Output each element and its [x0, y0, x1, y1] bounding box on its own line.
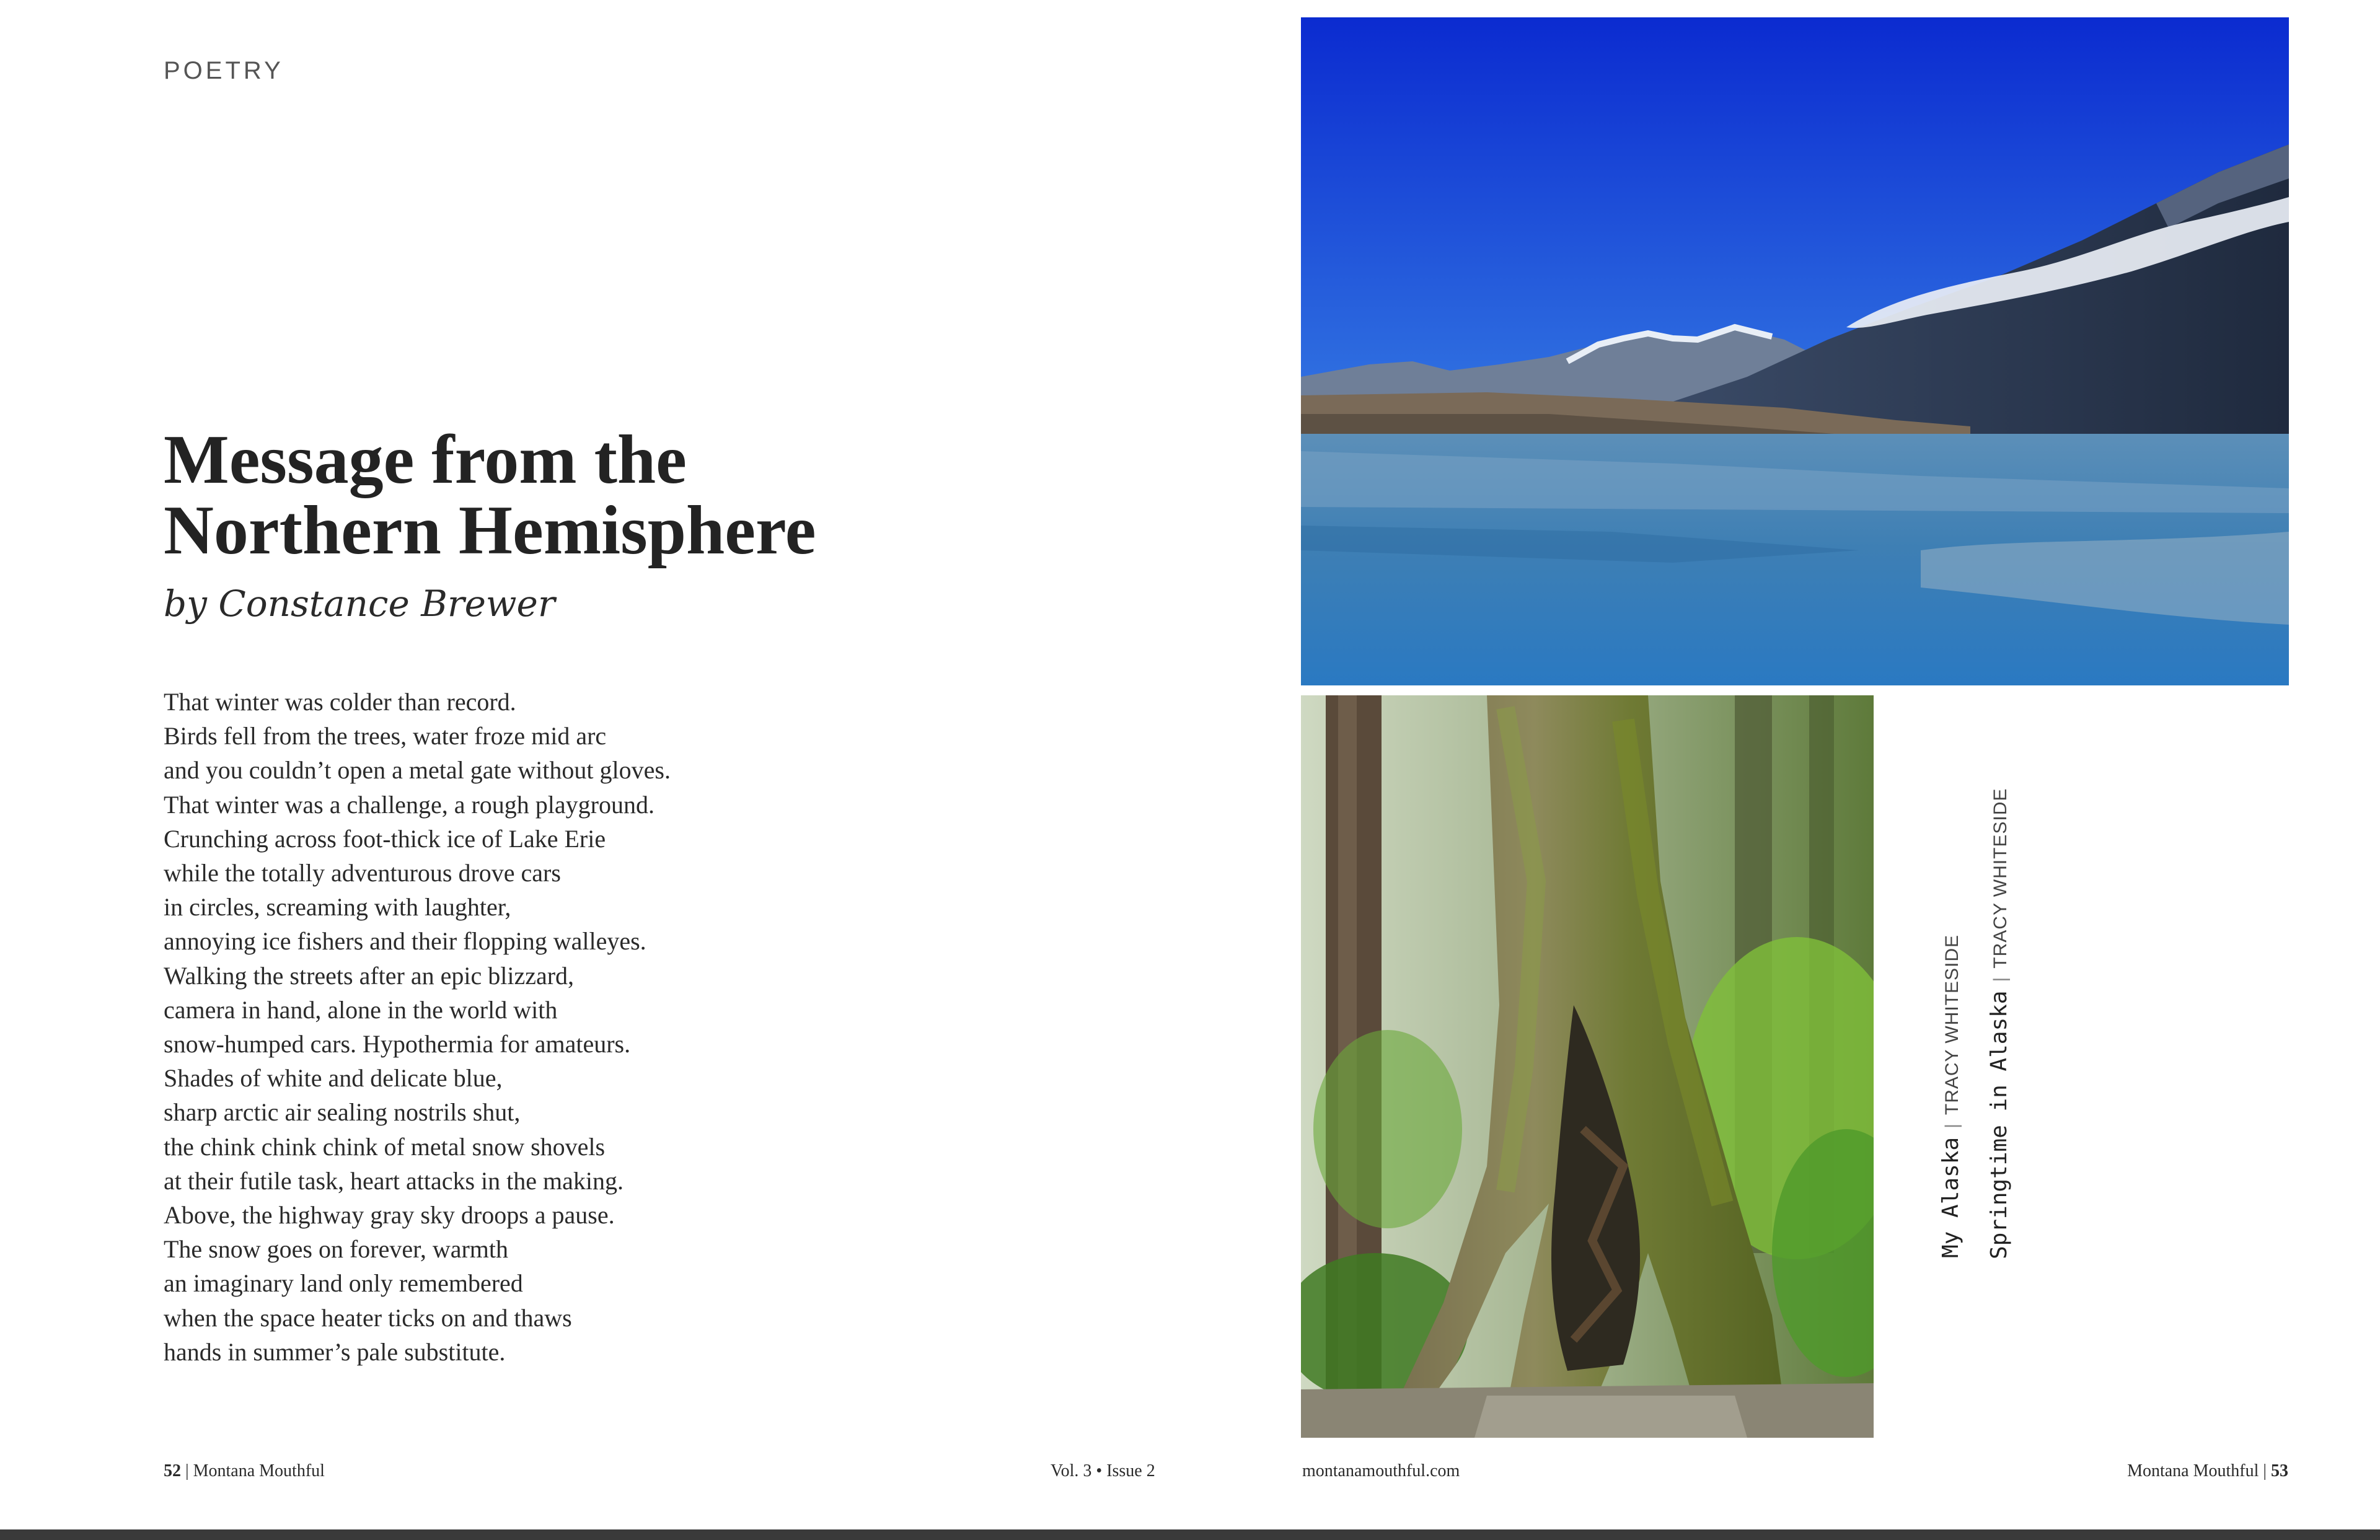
poem-line: sharp arctic air sealing nostrils shut,: [164, 1098, 521, 1127]
right-page-number: 53: [2271, 1461, 2288, 1481]
poem-title-line-2: Northern Hemisphere: [164, 492, 816, 569]
poem-line: The snow goes on forever, warmth: [164, 1235, 509, 1264]
poem-line: Shades of white and delicate blue,: [164, 1064, 503, 1093]
poem-line: hands in summer’s pale substitute.: [164, 1337, 506, 1366]
left-page-number: 52: [164, 1461, 181, 1481]
issue-label: Vol. 3 • Issue 2: [1051, 1461, 1155, 1481]
poem-body: [164, 685, 1093, 1369]
poem-line: Above, the highway gray sky droops a pause.: [164, 1201, 615, 1230]
poem-line: at their futile task, heart attacks in the making.: [164, 1166, 624, 1195]
poem-line: That winter was a challenge, a rough playground.: [164, 790, 654, 819]
poem-line: while the totally adventurous drove cars: [164, 859, 561, 887]
poem-title-line-1: Message from the: [164, 421, 687, 498]
poem-line: Crunching across foot-thick ice of Lake Erie: [164, 824, 606, 853]
poem-line: annoying ice fishers and their flopping walleyes.: [164, 927, 646, 956]
viewer-bottom-bar: [0, 1529, 2380, 1540]
credit-artist: TRACY WHITESIDE: [1942, 934, 1962, 1115]
credit-title: Springtime in Alaska: [1986, 990, 2012, 1259]
photo-credit-my-alaska: [1935, 762, 1967, 1258]
right-footer-separator: |: [2259, 1461, 2271, 1481]
mossy-tree-stump-forest-photo: [1301, 695, 1874, 1438]
credit-artist: TRACY WHITESIDE: [1990, 788, 2011, 969]
credit-separator: |: [1942, 1124, 1962, 1129]
poem-line: and you couldn’t open a metal gate without gloves.: [164, 756, 671, 785]
poem-line: snow-humped cars. Hypothermia for amateurs.: [164, 1030, 631, 1058]
poem-line: Walking the streets after an epic blizzard,: [164, 961, 575, 990]
right-footer-magazine: Montana Mouthful: [2127, 1461, 2259, 1481]
poem-line: when the space heater ticks on and thaws: [164, 1303, 572, 1332]
poem-line: camera in hand, alone in the world with: [164, 995, 558, 1024]
left-footer-separator: |: [181, 1461, 193, 1481]
poem-line: the chink chink chink of metal snow shovels: [164, 1132, 606, 1161]
poem-byline: by Constance Brewer: [164, 583, 555, 625]
left-footer-magazine: Montana Mouthful: [193, 1461, 325, 1481]
poem-line: That winter was colder than record.: [164, 688, 516, 716]
photo-credit-springtime-in-alaska: [1983, 762, 2016, 1258]
website-label: montanamouthful.com: [1302, 1461, 1460, 1481]
poem-line: Birds fell from the trees, water froze mid arc: [164, 722, 607, 750]
left-footer: [164, 1461, 325, 1481]
section-label: POETRY: [164, 57, 284, 84]
poem-title: [164, 421, 1093, 569]
right-footer: [2127, 1461, 2288, 1481]
credit-separator: |: [1990, 977, 2011, 982]
credit-title: My Alaska: [1938, 1137, 1963, 1258]
alaska-fjord-landscape-photo: [1301, 17, 2289, 685]
poem-line: an imaginary land only remembered: [164, 1269, 523, 1298]
poem-line: in circles, screaming with laughter,: [164, 893, 511, 922]
